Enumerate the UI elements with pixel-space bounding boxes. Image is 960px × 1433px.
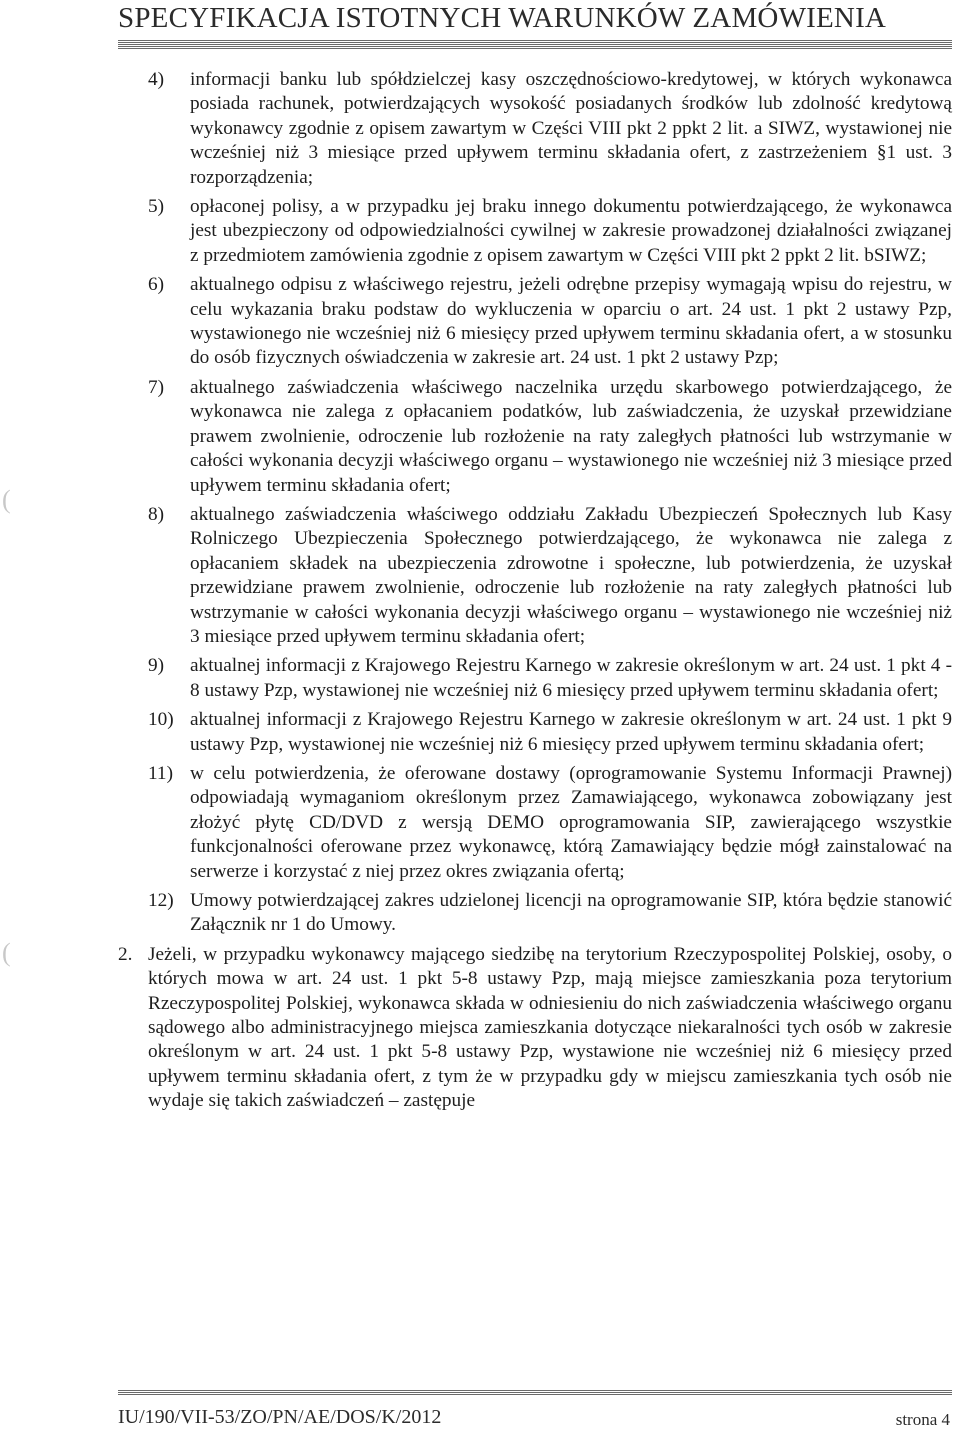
list-item-text: aktualnego zaświadczenia właściwego oddziału Zakładu Ubezpieczeń Społecznych lub Kasy Rolniczego Ubezpieczenia Społecznego potwierdzającego, że wykonawca nie zalega z opłacaniem składek na ubezpieczenia zdrowotne i społeczne, lub potwierdzenia, że uzyskał przewidziane prawem zwolnienie, odroczenie lub rozłożenie na raty zaległych płatności lub wstrzymanie w całości wykonania decyzji właściwego organu – wystawionego nie wcześniej niż 3 miesiące przed upływem terminu składania ofert; (190, 503, 952, 647)
margin-mark: ( (2, 485, 11, 514)
section-point-text: Jeżeli, w przypadku wykonawcy mającego siedzibę na terytorium Rzeczypospolitej Polskiej, osoby, o których mowa w art. 24 ust. 1 pkt 5-8 ustawy Pzp, mają miejsce zamieszkania poza terytorium Rzeczypospolitej Polskiej, wykonawca składa w odniesieniu do nich zaświadczenia właściwego organu sądowego albo administracyjnego miejsca zamieszkania dotyczące niekaralności tych osób w zakresie określonym w art. 24 ust. 1 pkt 5-8 ustawy Pzp, wystawione nie wcześniej niż 6 miesięcy przed upływem terminu składania ofert, z tym że w przypadku gdy w miejscu zamieszkania tych osób nie wydaje się takich zaświadczeń – zastępuje (148, 943, 952, 1112)
list-item (0, 376, 960, 498)
list-item (0, 68, 960, 190)
list-item (0, 762, 960, 884)
list-item-text: informacji banku lub spółdzielczej kasy oszczędnościowo-kredytowej, w których wykonawca posiada rachunek, potwierdzających wysokość posiadanych środków lub zdolność kredytową wykonawcy zgodnie z opisem zawartym w Części VIII pkt 2 ppkt 2 lit. a SIWZ, wystawionej nie wcześniej niż 3 miesiące przed upływem terminu składania ofert, z zastrzeżeniem §1 ust. 3 rozporządzenia; (190, 69, 952, 188)
list-item-text: aktualnej informacji z Krajowego Rejestru Karnego w zakresie określonym w art. 24 ust. 1 pkt 9 ustawy Pzp, wystawionej nie wcześniej niż 6 miesięcy przed upływem terminu składania ofert; (190, 709, 952, 755)
list-item-text: Umowy potwierdzającej zakres udzielonej licencji na oprogramowanie SIP, która będzie stanowić Załącznik nr 1 do Umowy. (190, 890, 952, 936)
list-item-text: aktualnej informacji z Krajowego Rejestru Karnego w zakresie określonym w art. 24 ust. 1 pkt 4 - 8 ustawy Pzp, wystawionej nie wcześniej niż 6 miesięcy przed upływem terminu składania ofert; (190, 655, 952, 701)
list-item (0, 889, 960, 938)
list-item (0, 273, 960, 371)
list-item-number: 7) (148, 376, 165, 398)
list-item-number: 4) (148, 69, 165, 90)
margin-mark: ( (2, 938, 11, 967)
list-item-text: aktualnego zaświadczenia właściwego naczelnika urzędu skarbowego potwierdzającego, że wykonawca nie zalega z opłacaniem podatków, lub zaświadczenia, że uzyskał przewidziane prawem zwolnienie, odroczenie lub rozłożenie na raty zaległych płatności lub wstrzymanie w całości wykonania decyzji właściwego organu – wystawionego nie wcześniej niż 3 miesiące przed upływem terminu składania ofert; (190, 376, 952, 496)
footer-rule (118, 1390, 952, 1395)
list-item-text: opłaconej polisy, a w przypadku jej braku innego dokumentu potwierdzającego, że wykonawca jest ubezpieczony od odpowiedzialności cywilnej w zakresie prowadzonej działalności związanej z przedmiotem zamówienia zgodnie z opisem zawartym w Części VIII pkt 2 ppkt 2 lit. bSIWZ; (190, 196, 952, 266)
list-item-number: 10) (148, 709, 174, 731)
document-id: IU/190/VII-53/ZO/PN/AE/DOS/K/2012 (118, 1406, 442, 1428)
list-item-number: 5) (148, 196, 165, 218)
list-item-text: w celu potwierdzenia, że oferowane dostawy (oprogramowanie Systemu Informacji Prawnej) odpowiadają wymaganiom określonym przez Zamawiającego, wykonawca zobowiązany jest złożyć płytę CD/DVD z wersją DEMO oprogramowania SIP, zawierającego wszystkie funkcjonalności oferowane przez wykonawcę, którą Zamawiający będzie mógł zainstalować na serwerze i korzystać z niej przez okres związania ofertą; (190, 762, 952, 882)
section-point-number: 2. (118, 943, 133, 965)
header-rule (118, 40, 952, 49)
list-item-number: 8) (148, 503, 165, 525)
list-item-number: 12) (148, 890, 174, 911)
list-item-number: 11) (148, 762, 173, 784)
list-item-number: 6) (148, 274, 165, 296)
list-item (0, 708, 960, 757)
list-item-number: 9) (148, 655, 165, 677)
list-item (0, 195, 960, 268)
list-item (0, 654, 960, 703)
document-body (0, 68, 960, 1119)
list-item (0, 503, 960, 649)
page-header-title: SPECYFIKACJA ISTOTNYCH WARUNKÓW ZAMÓWIENIA (118, 2, 887, 34)
list-item-text: aktualnego odpisu z właściwego rejestru, jeżeli odrębne przepisy wymagają wpisu do rejestru, w celu wykazania braku podstaw do wykluczenia w oparciu o art. 24 ust. 1 pkt 2 ustawy Pzp, wystawionego nie wcześniej niż 6 miesięcy przed upływem terminu składania ofert, a w stosunku do osób fizycznych oświadczenia w zakresie art. 24 ust. 1 pkt 2 ustawy Pzp; (190, 274, 952, 369)
section-point (0, 943, 960, 1114)
page-number: strona 4 (895, 1410, 950, 1429)
